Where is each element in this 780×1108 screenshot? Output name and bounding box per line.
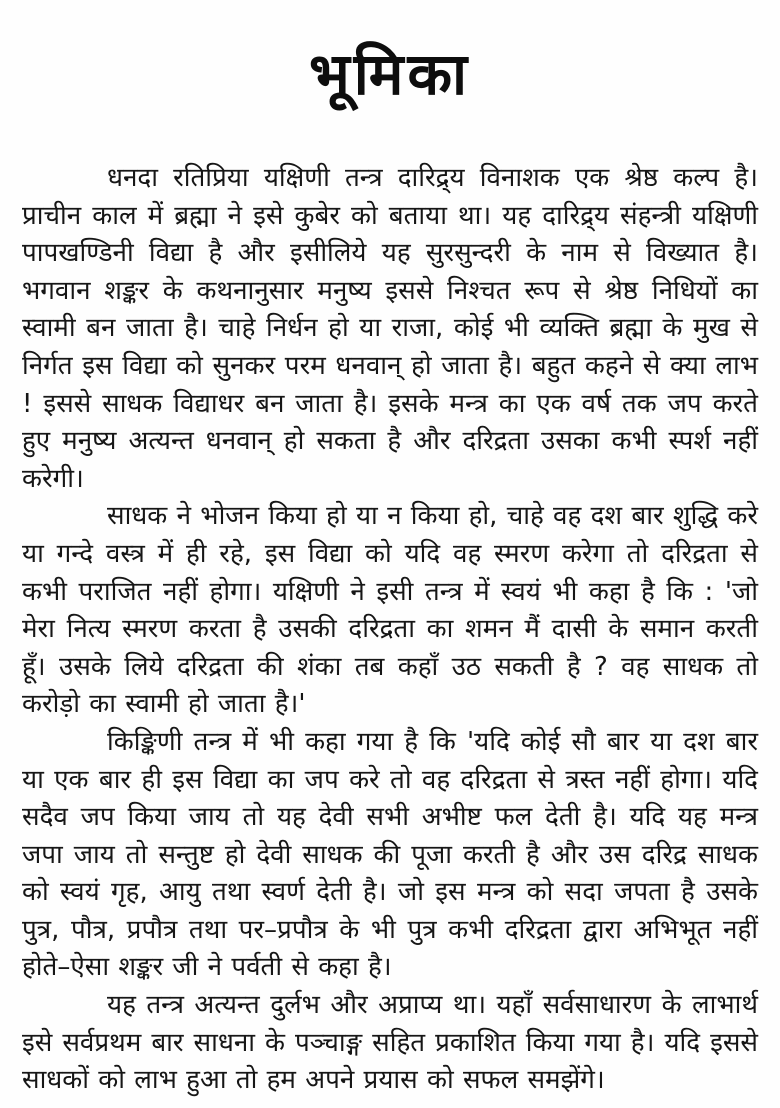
page-title: भूमिका [308,40,472,108]
paragraph-4: यह तन्त्र अत्यन्त दुर्लभ और अप्राप्य था। यहाँ सर्वसाधारण के लाभार्थ इसे सर्वप्रथम बार साधना के पञ्चाङ्ग सहित प्रकाशित किया गया है। यदि इससे साधकों को लाभ हुआ तो हम अपने प्रयास को सफल समझेंगे। [22,990,758,1096]
paragraph-1: धनदा रतिप्रिया यक्षिणी तन्त्र दारिद्र्य विनाशक एक श्रेष्ठ कल्प है। प्राचीन काल में ब्रह्मा ने इसे कुबेर को बताया था। यह दारिद्र्य संहन्त्री यक्षिणी पापखण्डिनी विद्या है और इसीलिये यह सुरसुन्दरी के नाम से विख्यात है। भगवान शङ्कर के कथनानुसार मनुष्य इससे निश्चत रूप से श्रेष्ठ निधियों का स्वामी बन जाता है। चाहे निर्धन हो या राजा, कोई भी व्यक्ति ब्रह्मा के मुख से निर्गत इस विद्या को सुनकर परम धनवान् हो जाता है। बहुत कहने से क्या लाभ ! इससे साधक विद्याधर बन जाता है। इसके मन्त्र का एक वर्ष तक जप करते हुए मनुष्य अत्यन्त धनवान् हो सकता है और दरिद्रता उसका कभी स्पर्श नहीं करेगी। [22,163,758,494]
paragraph-3: किङ्किणी तन्त्र में भी कहा गया है कि 'यदि कोई सौ बार या दश बार या एक बार ही इस विद्या का जप करे तो वह दरिद्रता से त्रस्त नहीं होगा। यदि सदैव जप किया जाय तो यह देवी सभी अभीष्ट फल देती है। यदि यह मन्त्र जपा जाय तो सन्तुष्ट हो देवी साधक की पूजा करती है और उस दरिद्र साधक को स्वयं गृह, आयु तथा स्वर्ण देती है। जो इस मन्त्र को सदा जपता है उसके पुत्र, पौत्र, प्रपौत्र तथा पर–प्रपौत्र के भी पुत्र कभी दरिद्रता द्वारा अभिभूत नहीं होते–ऐसा शङ्कर जी ने पर्वती से कहा है। [22,726,758,983]
page-body [22,160,758,1100]
paragraph-2: साधक ने भोजन किया हो या न किया हो, चाहे वह दश बार शुद्धि करे या गन्दे वस्त्र में ही रहे, इस विद्या को यदि वह स्मरण करेगा तो दरिद्रता से कभी पराजित नहीं होगा। यक्षिणी ने इसी तन्त्र में स्वयं भी कहा है कि : 'जो मेरा नित्य स्मरण करता है उसकी दरिद्रता का शमन मैं दासी के समान करती हूँ। उसके लिये दरिद्रता की शंका तब कहाँ उठ सकती है ? वह साधक तो करोड़ो का स्वामी हो जाता है।' [22,501,758,720]
